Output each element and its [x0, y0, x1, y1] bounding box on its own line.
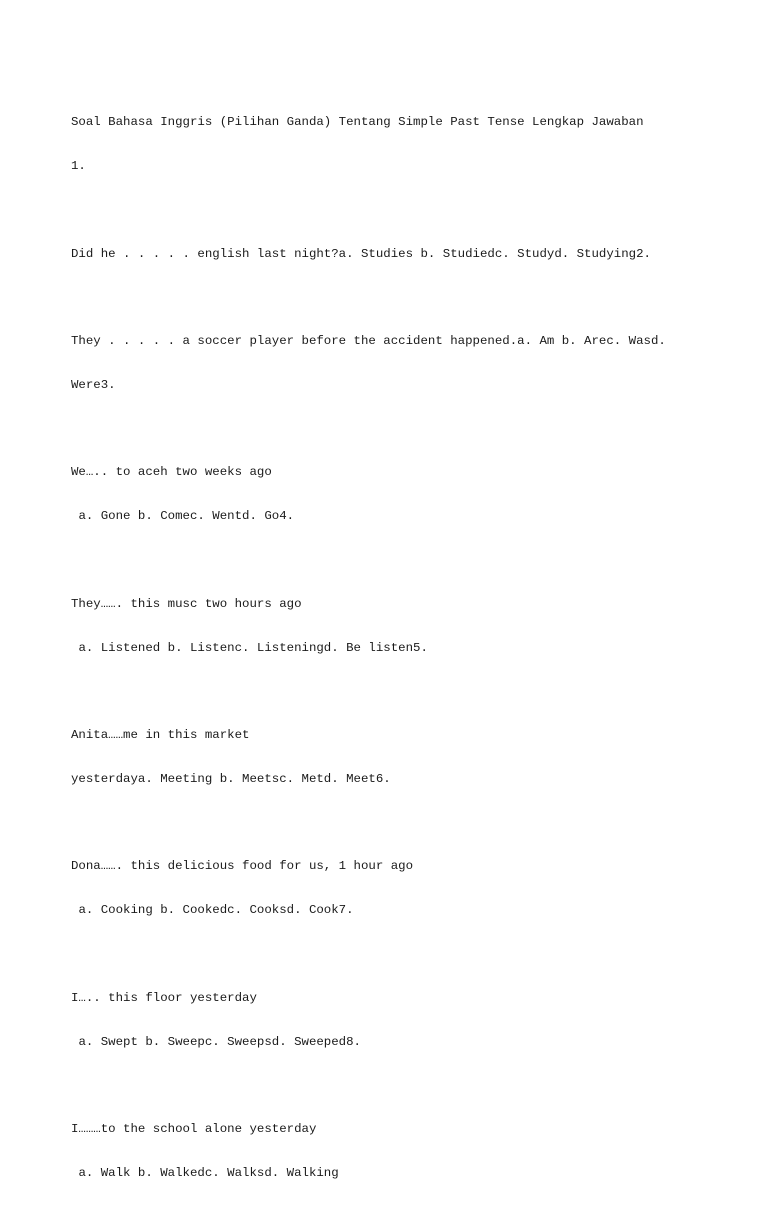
question-line: Dona……. this delicious food for us, 1 hour ago	[71, 859, 414, 874]
question-options: a. Walk b. Walkedc. Walksd. Walking	[71, 1165, 339, 1180]
question-3	[71, 436, 711, 553]
question-6	[71, 830, 711, 947]
question-options: a. Gone b. Comec. Wentd. Go4.	[71, 509, 295, 524]
title-line: 1.	[71, 158, 86, 173]
question-options: a. Cooking b. Cookedc. Cooksd. Cook7.	[71, 903, 354, 918]
question-options: yesterdaya. Meeting b. Meetsc. Metd. Meet6.	[71, 771, 391, 786]
question-line: Anita……me in this market	[71, 728, 250, 743]
question-8	[71, 1093, 711, 1210]
question-5	[71, 699, 711, 816]
question-2	[71, 305, 711, 422]
title-line: Soal Bahasa Inggris (Pilihan Ganda) Tentang Simple Past Tense Lengkap Jawaban	[71, 115, 644, 130]
question-line: We….. to aceh two weeks ago	[71, 465, 272, 480]
document-title	[71, 86, 711, 203]
question-line: They……. this musc two hours ago	[71, 596, 302, 611]
document-page	[71, 86, 711, 1224]
question-line: Were3.	[71, 377, 116, 392]
question-4	[71, 568, 711, 685]
question-options: a. Swept b. Sweepc. Sweepsd. Sweeped8.	[71, 1034, 361, 1049]
question-line: They . . . . . a soccer player before the accident happened.a. Am b. Arec. Wasd.	[71, 334, 666, 349]
question-7	[71, 962, 711, 1079]
question-line: Did he . . . . . english last night?a. Studies b. Studiedc. Studyd. Studying2.	[71, 246, 651, 261]
question-1	[71, 217, 711, 290]
question-line: I………to the school alone yesterday	[71, 1122, 317, 1137]
question-options: a. Listened b. Listenc. Listeningd. Be listen5.	[71, 640, 428, 655]
question-line: I….. this floor yesterday	[71, 990, 257, 1005]
